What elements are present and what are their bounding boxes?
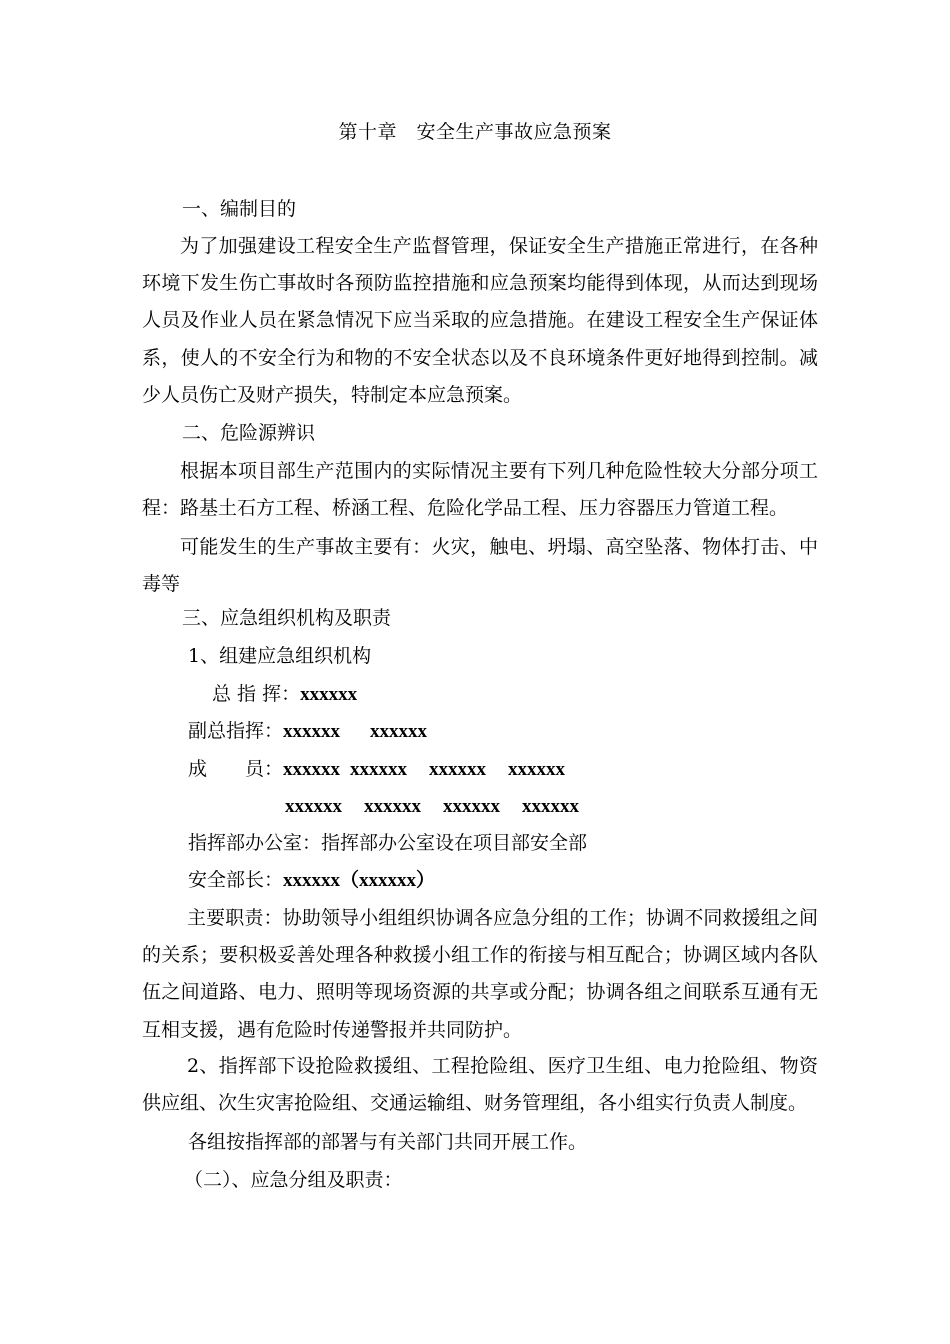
paragraph-purpose: 为了加强建设工程安全生产监督管理，保证安全生产措施正常进行，在各种环境下发生伤亡事故时各预防监控措施和应急预案均能得到体现，从而达到现场人员及作业人员在紧急情况下应当采取的应急措施。在建设工程安全生产保证体系，使人的不安全行为和物的不安全状态以及不良环境条件更好地得到控制。减少人员伤亡及财产损失，特制定本应急预案。 [142,235,818,406]
paragraph-main-duties: 主要职责：协助领导小组组织协调各应急分组的工作；协调不同救援组之间的关系；要积极妥善处理各种救援小组工作的衔接与相互配合；协调区域内各队伍之间道路、电力、照明等现场资源的共享或分配；协调各组之间联系互通有无互相支援，遇有危险时传递警报并共同防护。 [142,907,818,1041]
member-name: xxxxxx [443,796,500,817]
member-name: xxxxxx [285,796,342,817]
subheading-build-organization: 1、组建应急组织机构 [188,645,372,667]
deputy-name: xxxxxx [370,721,428,742]
paragraph-sub-groups: 2、指挥部下设抢险救援组、工程抢险组、医疗卫生组、电力抢险组、物资供应组、次生灾害抢险组、交通运输组、财务管理组，各小组实行负责人制度。 [142,1055,818,1115]
paragraph-hazard-projects: 根据本项目部生产范围内的实际情况主要有下列几种危险性较大分部分项工程：路基土石方工程、桥涵工程、危险化学品工程、压力容器压力管道工程。 [142,460,818,520]
command-office: 指挥部办公室：指挥部办公室设在项目部安全部 [188,832,588,854]
safety-director-name: xxxxxx（xxxxxx） [283,870,436,891]
paragraph-possible-accidents: 可能发生的生产事故主要有：火灾，触电、坍塌、高空坠落、物体打击、中毒等 [142,536,818,596]
member-name: xxxxxx [508,759,566,780]
subheading-emergency-groups: （二）、应急分组及职责： [184,1169,403,1191]
paragraph-cooperation: 各组按指挥部的部署与有关部门共同开展工作。 [188,1131,588,1153]
members-row [188,755,565,784]
section-heading-purpose: 一、编制目的 [182,198,297,220]
members-row-continued [285,792,579,821]
commander-name: xxxxxx [300,684,358,705]
deputy-commander-row [188,717,427,746]
member-name: xxxxxx [429,759,487,780]
member-name: xxxxxx [350,759,408,780]
deputy-label: 副总指挥： [188,720,284,742]
member-name: xxxxxx [364,796,421,817]
safety-director-row [188,866,435,895]
safety-director-label: 安全部长： [188,869,284,891]
chapter-title: 第十章 安全生产事故应急预案 [338,121,612,143]
member-name: xxxxxx [283,759,341,780]
deputy-name: xxxxxx [283,721,341,742]
section-heading-organization: 三、应急组织机构及职责 [182,607,392,629]
commander-row [212,680,357,709]
member-name: xxxxxx [522,796,579,817]
members-label: 成 员： [188,758,284,780]
section-heading-hazard: 二、危险源辨识 [182,422,316,444]
commander-label: 总 指 挥： [212,683,301,705]
